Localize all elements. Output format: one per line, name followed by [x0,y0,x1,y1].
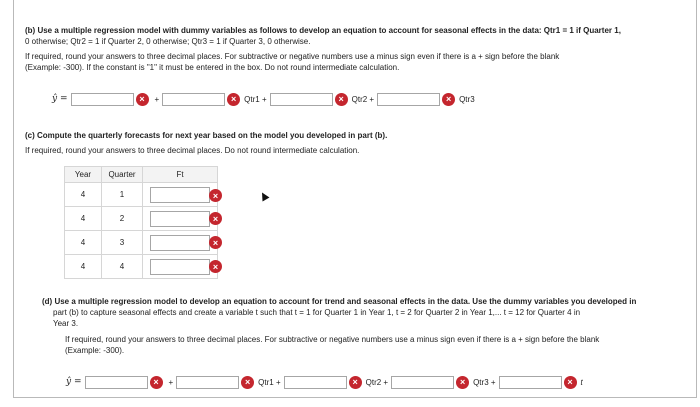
ft-cell [143,231,218,255]
b-qtr3-input[interactable] [377,93,440,106]
table-row [65,255,218,279]
part-b-line2: 0 otherwise; Qtr2 = 1 if Quarter 2, 0 otherwise; Qtr3 = 1 if Quarter 3, 0 otherwise. [25,37,311,46]
yhat-label: ŷ = [66,377,82,387]
qtr3-label: Qtr3 + [473,377,496,387]
year-cell: 4 [65,255,102,279]
d-t-input[interactable] [499,376,562,389]
table-row [65,207,218,231]
part-c-line1: (c) Compute the quarterly forecasts for next year based on the model you developed in part (b). [25,131,388,140]
b-constant-input[interactable] [71,93,134,106]
ft-header: Ft [143,167,218,183]
incorrect-icon: × [209,236,222,249]
incorrect-icon: × [241,376,254,389]
part-d-text [42,296,636,356]
forecast-input-q1[interactable] [150,187,210,203]
part-b-line1: (b) Use a multiple regression model with dummy variables as follows to develop an equation to account for seasonal effects in the data: Qtr1 = 1 if Quarter 1, [25,26,621,35]
table-row [65,231,218,255]
part-b-line4: (Example: -300). If the constant is "1" it must be entered in the box. Do not round intermediate calculation. [25,63,400,72]
part-d-line3: Year 3. [53,319,79,328]
year-header: Year [65,167,102,183]
incorrect-icon: × [349,376,362,389]
d-qtr1-input[interactable] [176,376,239,389]
year-cell: 4 [65,183,102,207]
d-qtr2-input[interactable] [284,376,347,389]
incorrect-icon: × [564,376,577,389]
incorrect-icon: × [227,93,240,106]
part-d-line1: (d) Use a multiple regression model to develop an equation to account for trend and seasonal effects in the data. Use the dummy variables you developed in [42,297,637,306]
part-d-line2: part (b) to capture seasonal effects and create a variable t such that t = 1 for Quarter 1 in Year 1, t = 2 for Quarter 2 in Year 1,... t = 12 for Quarter 4 in [53,308,581,317]
qtr2-label: Qtr2 + [365,377,389,387]
table-row [65,183,218,207]
quarter-cell: 2 [102,207,143,231]
table-header-row [65,167,218,183]
incorrect-icon: × [335,93,348,106]
t-label: t [580,377,583,387]
b-qtr2-input[interactable] [270,93,333,106]
quarter-cell: 4 [102,255,143,279]
qtr1-label: Qtr1 + [258,377,281,387]
incorrect-icon: × [209,260,222,273]
incorrect-icon: × [136,93,149,106]
ft-cell [143,207,218,231]
quarter-cell: 1 [102,183,143,207]
part-d-line4: If required, round your answers to three decimal places. For subtractive or negative numbers use a minus sign even if there is a + sign before the blank [65,335,600,344]
qtr2-label: Qtr2 + [351,94,375,104]
forecast-input-q2[interactable] [150,211,210,227]
d-constant-input[interactable] [85,376,148,389]
incorrect-icon: × [209,189,222,202]
forecast-table [64,166,218,279]
yhat-label: ŷ = [52,94,68,104]
incorrect-icon: × [150,376,163,389]
year-cell: 4 [65,207,102,231]
part-b-line3: If required, round your answers to three decimal places. For subtractive or negative numbers use a minus sign even if there is a + sign before the blank [25,52,560,61]
forecast-input-q4[interactable] [150,259,210,275]
part-b-text [25,25,621,73]
qtr3-label: Qtr3 [459,94,475,104]
quarter-header: Quarter [102,167,143,183]
incorrect-icon: × [209,212,222,225]
part-c-line2: If required, round your answers to three decimal places. Do not round intermediate calculation. [25,146,360,155]
part-c-text [25,130,387,156]
qtr1-label: Qtr1 + [244,94,267,104]
incorrect-icon: × [456,376,469,389]
ft-cell [143,255,218,279]
plus-sign: + [168,377,174,387]
part-d-equation [66,374,586,390]
forecast-input-q3[interactable] [150,235,210,251]
part-b-equation [52,91,478,107]
d-qtr3-input[interactable] [391,376,454,389]
ft-cell [143,183,218,207]
b-qtr1-input[interactable] [162,93,225,106]
incorrect-icon: × [442,93,455,106]
part-d-line5: (Example: -300). [65,346,125,355]
year-cell: 4 [65,231,102,255]
plus-sign: + [154,94,160,104]
quarter-cell: 3 [102,231,143,255]
